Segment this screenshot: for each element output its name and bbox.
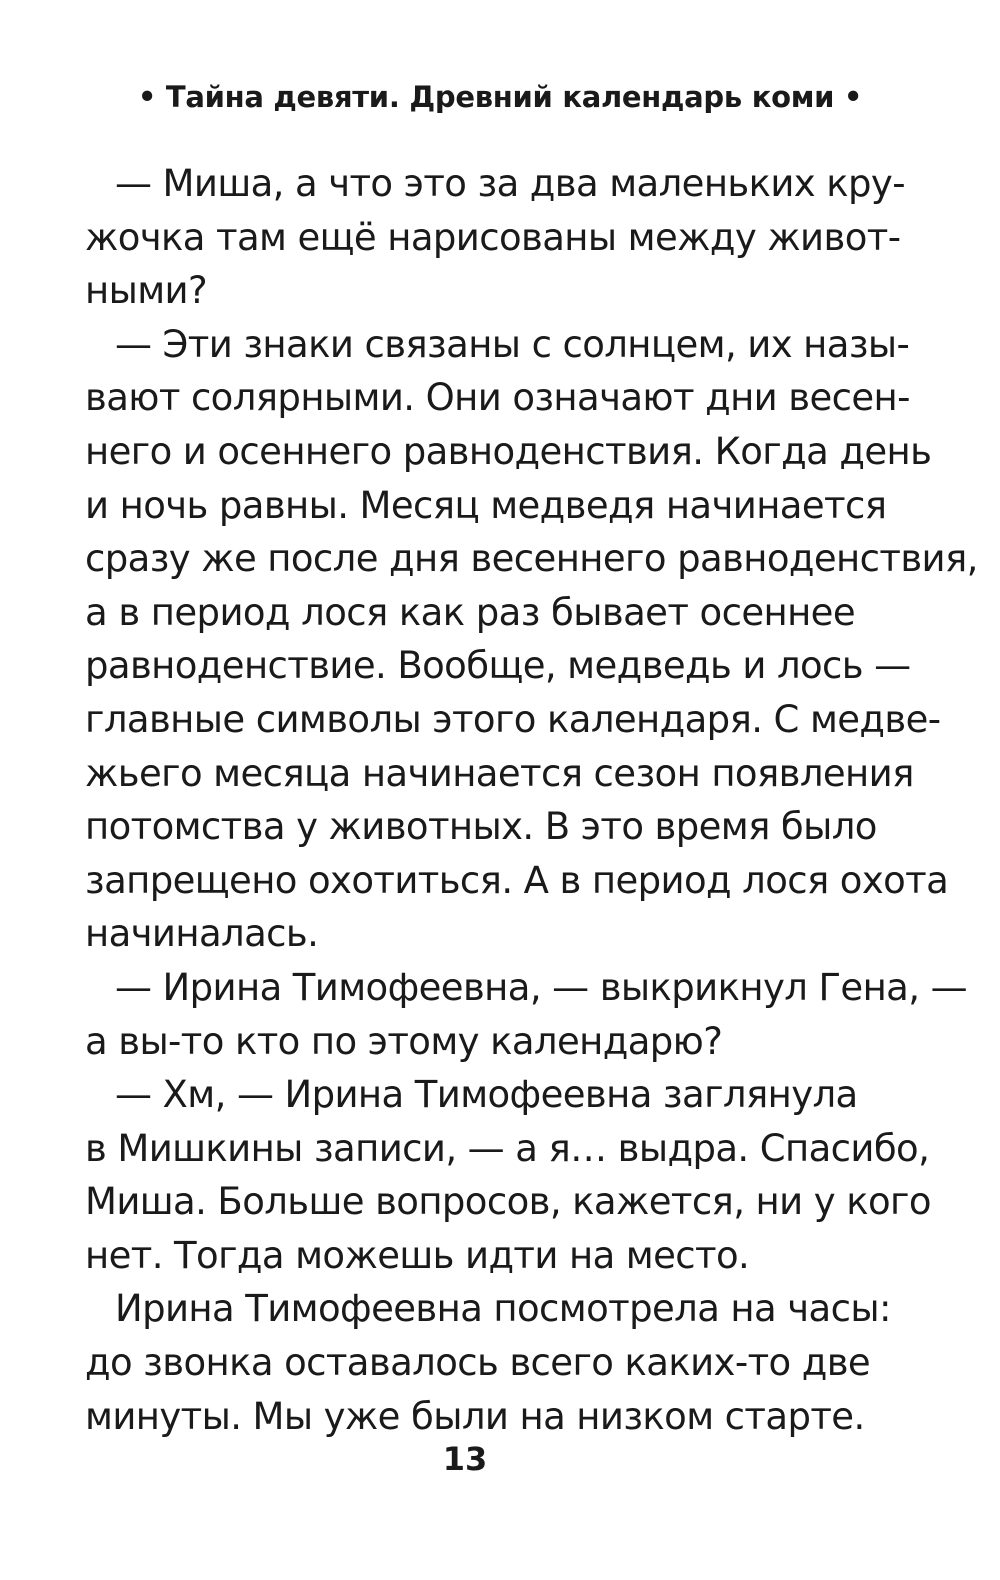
- page-number: 13: [442, 1440, 488, 1478]
- text-line: главные символы этого календаря. С медве-: [85, 697, 941, 741]
- text-line: жьего месяца начинается сезон появления: [85, 751, 914, 795]
- text-line: вают солярными. Они означают дни весен-: [85, 376, 910, 420]
- text-line: него и осеннего равноденствия. Когда день: [85, 429, 932, 473]
- text-line: Миша. Больше вопросов, кажется, ни у кого: [85, 1180, 931, 1224]
- text-line: а в период лося как раз бывает осеннее: [85, 590, 855, 634]
- text-line: — Хм, — Ирина Тимофеевна заглянула: [115, 1073, 858, 1117]
- text-line: запрещено охотиться. А в период лося охота: [85, 858, 949, 902]
- text-line: — Ирина Тимофеевна, — выкрикнул Гена, —: [115, 965, 967, 1009]
- text-line: потомства у животных. В это время было: [85, 805, 877, 849]
- text-line: — Эти знаки связаны с солнцем, их назы-: [115, 322, 910, 366]
- text-line: а вы-то кто по этому календарю?: [85, 1019, 723, 1063]
- text-line: до звонка оставалось всего каких-то две: [85, 1341, 871, 1385]
- text-line: жочка там ещё нарисованы между живот-: [85, 215, 901, 259]
- body-text: [85, 157, 978, 1443]
- text-line: сразу же после дня весеннего равноденствия,: [85, 537, 978, 581]
- text-line: Ирина Тимофеевна посмотрела на часы:: [115, 1287, 891, 1331]
- text-line: в Мишкины записи, — а я… выдра. Спасибо,: [85, 1126, 930, 1170]
- text-line: начиналась.: [85, 912, 319, 956]
- running-title: • Тайна девяти. Древний календарь коми •: [137, 80, 863, 114]
- text-line: и ночь равны. Месяц медведя начинается: [85, 483, 887, 527]
- text-line: равноденствие. Вообще, медведь и лось —: [85, 644, 911, 688]
- text-line: ными?: [85, 269, 208, 313]
- text-line: — Миша, а что это за два маленьких кру-: [115, 162, 905, 205]
- text-line: нет. Тогда можешь идти на место.: [85, 1233, 750, 1277]
- text-line: минуты. Мы уже были на низком старте.: [85, 1394, 865, 1438]
